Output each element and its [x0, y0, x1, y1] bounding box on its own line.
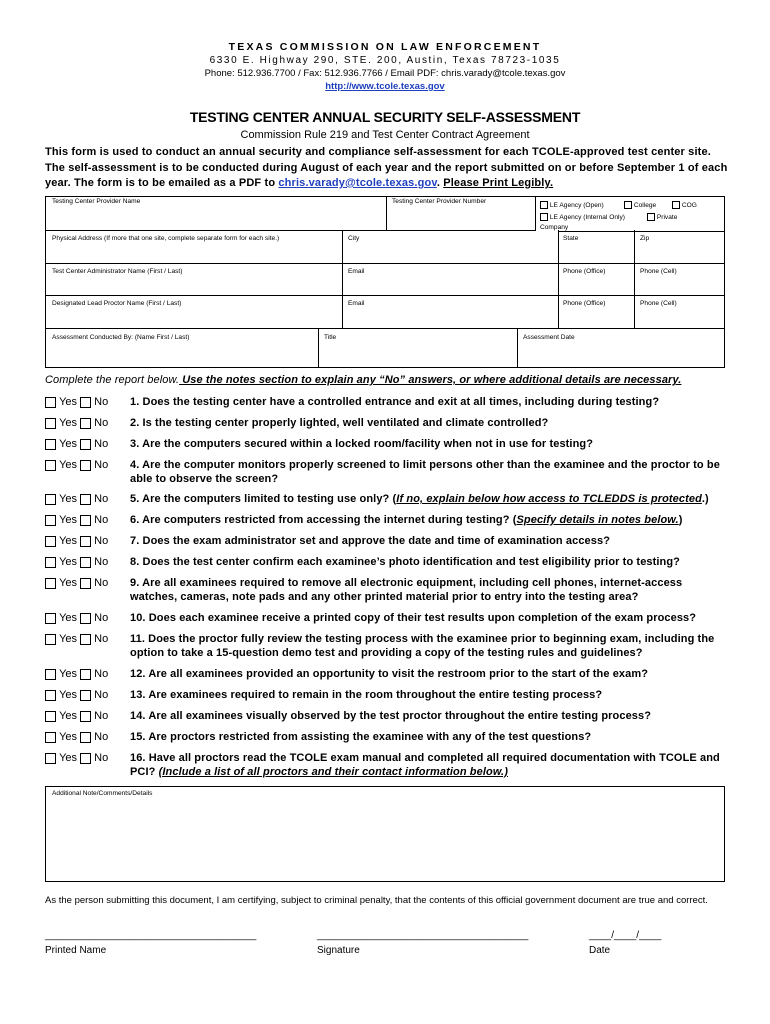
- question-text: [130, 493, 725, 507]
- yes-label: Yes: [59, 438, 78, 451]
- no-checkbox[interactable]: [80, 418, 91, 429]
- yes-label: Yes: [59, 731, 78, 744]
- yes-checkbox[interactable]: [45, 613, 56, 624]
- yes-label: Yes: [59, 689, 78, 702]
- no-checkbox[interactable]: [80, 557, 91, 568]
- question-body: Are computers restricted from accessing the internet during testing? (: [142, 514, 517, 526]
- question-text: [130, 556, 725, 570]
- date-line[interactable]: ____/____/____: [589, 930, 662, 941]
- yes-label: Yes: [59, 493, 78, 506]
- question-body: Are the computers secured within a locked room/facility when not in use for testing?: [142, 438, 594, 450]
- yes-checkbox[interactable]: [45, 439, 56, 450]
- yes-checkbox[interactable]: [45, 460, 56, 471]
- question-number: 9.: [130, 577, 140, 589]
- yes-checkbox[interactable]: [45, 669, 56, 680]
- conducted-by-field[interactable]: Assessment Conducted By: (Name First / Last): [52, 334, 190, 341]
- question-body: Are examinees required to remain in the room throughout the entire testing process?: [148, 689, 603, 701]
- question-body: Does the test center confirm each examinee’s photo identification and test eligibility prior to testing?: [142, 556, 681, 568]
- yes-checkbox[interactable]: [45, 753, 56, 764]
- private-label: Private: [656, 213, 678, 221]
- no-checkbox[interactable]: [80, 634, 91, 645]
- cog-label: COG: [681, 201, 697, 209]
- instructions-prefix: Complete the report below.: [45, 374, 180, 386]
- question-body: Does the testing center have a controlled entrance and exit at all times, including during testing?: [142, 396, 660, 408]
- no-checkbox[interactable]: [80, 753, 91, 764]
- submit-email-link[interactable]: chris.varady@tcole.texas.gov: [278, 177, 437, 189]
- no-checkbox[interactable]: [80, 515, 91, 526]
- question-body: Are the computers limited to testing use only? (: [142, 493, 397, 505]
- yes-checkbox[interactable]: [45, 418, 56, 429]
- zip-field[interactable]: Zip: [640, 235, 650, 242]
- yes-checkbox[interactable]: [45, 634, 56, 645]
- yes-label: Yes: [59, 396, 78, 409]
- no-label: No: [94, 689, 109, 702]
- question-number: 3.: [130, 438, 140, 450]
- question-number: 8.: [130, 556, 140, 568]
- instructions: [45, 374, 681, 386]
- printed-name-line[interactable]: ______________________________________: [45, 930, 257, 941]
- intro-text: This form is used to conduct an annual security and compliance self-assessment for each TCOLE-approved test center site. The self-assessment is to be conducted during August of each year and the report submitted on or before September 1 of each year. The form is to be emailed as a PDF to: [45, 146, 728, 189]
- yes-label: Yes: [59, 514, 78, 527]
- question-number: 4.: [130, 459, 140, 471]
- admin-phone-cell-field[interactable]: Phone (Cell): [640, 268, 677, 275]
- question-text: [130, 417, 725, 431]
- yes-label: Yes: [59, 417, 78, 430]
- date-label: Date: [589, 945, 611, 956]
- no-label: No: [94, 514, 109, 527]
- question-number: 7.: [130, 535, 140, 547]
- no-checkbox[interactable]: [80, 690, 91, 701]
- question-number: 11.: [130, 633, 145, 645]
- yes-checkbox[interactable]: [45, 711, 56, 722]
- yes-checkbox[interactable]: [45, 578, 56, 589]
- yes-no-group: [45, 438, 108, 450]
- question-text: [130, 710, 725, 724]
- no-label: No: [94, 633, 109, 646]
- yes-checkbox[interactable]: [45, 515, 56, 526]
- no-checkbox[interactable]: [80, 536, 91, 547]
- no-label: No: [94, 493, 109, 506]
- question-text: [130, 612, 725, 626]
- question-text: [130, 633, 725, 660]
- le-internal-checkbox[interactable]: [540, 213, 548, 221]
- no-label: No: [94, 556, 109, 569]
- yes-checkbox[interactable]: [45, 690, 56, 701]
- yes-label: Yes: [59, 633, 78, 646]
- question-body: Is the testing center properly lighted, well ventilated and climate controlled?: [142, 417, 549, 429]
- question-text: [130, 459, 725, 486]
- company-label: Company: [540, 224, 569, 231]
- agency-name: TEXAS COMMISSION ON LAW ENFORCEMENT: [228, 41, 542, 53]
- question-number: 6.: [130, 514, 140, 526]
- le-internal-label: LE Agency (Internal Only): [549, 213, 625, 221]
- assessment-date-field[interactable]: Assessment Date: [523, 334, 575, 341]
- no-checkbox[interactable]: [80, 711, 91, 722]
- yes-no-group: [45, 493, 108, 505]
- question-number: 10.: [130, 612, 146, 624]
- yes-no-group: [45, 577, 108, 589]
- question-number: 12.: [130, 668, 146, 680]
- question-number: 5.: [130, 493, 140, 505]
- college-checkbox[interactable]: [624, 201, 632, 209]
- signature-label: Signature: [317, 945, 360, 956]
- yes-label: Yes: [59, 668, 78, 681]
- yes-no-group: [45, 633, 108, 645]
- question-number: 1.: [130, 396, 140, 408]
- certification-statement: As the person submitting this document, I am certifying, subject to criminal penalty, that the contents of this official government document are true and correct.: [45, 895, 708, 906]
- page-subtitle: Commission Rule 219 and Test Center Contract Agreement: [240, 129, 530, 141]
- question-body: Are all examinees provided an opportunity to visit the restroom prior to the start of the exam?: [148, 668, 649, 680]
- question-body: Are all examinees visually observed by the test proctor throughout the entire testing process?: [148, 710, 652, 722]
- no-label: No: [94, 710, 109, 723]
- yes-label: Yes: [59, 612, 78, 625]
- yes-no-group: [45, 731, 108, 743]
- question-body: Does each examinee receive a printed copy of their test results upon completion of the exam process?: [148, 612, 697, 624]
- no-label: No: [94, 396, 109, 409]
- yes-no-group: [45, 689, 108, 701]
- yes-label: Yes: [59, 710, 78, 723]
- no-label: No: [94, 417, 109, 430]
- question-note: Specify details in notes below.: [516, 514, 679, 526]
- city-field[interactable]: City: [348, 235, 360, 242]
- signature-line[interactable]: ______________________________________: [317, 930, 529, 941]
- yes-no-group: [45, 752, 108, 764]
- question-text: [130, 731, 725, 745]
- yes-checkbox[interactable]: [45, 494, 56, 505]
- question-after: ): [678, 514, 683, 526]
- intro-period: .: [436, 177, 444, 189]
- yes-label: Yes: [59, 535, 78, 548]
- notes-box[interactable]: [45, 786, 725, 882]
- no-label: No: [94, 752, 109, 765]
- yes-no-group: [45, 514, 108, 526]
- yes-checkbox[interactable]: [45, 536, 56, 547]
- question-body: Does the exam administrator set and approve the date and time of examination access?: [142, 535, 611, 547]
- yes-no-group: [45, 556, 108, 568]
- le-open-label: LE Agency (Open): [549, 201, 604, 209]
- yes-no-group: [45, 396, 108, 408]
- state-field[interactable]: State: [563, 235, 579, 242]
- question-text: [130, 514, 725, 528]
- no-checkbox[interactable]: [80, 494, 91, 505]
- yes-checkbox[interactable]: [45, 557, 56, 568]
- yes-checkbox[interactable]: [45, 397, 56, 408]
- intro-paragraph: [45, 145, 730, 192]
- question-text: [130, 689, 725, 703]
- proctor-name-field[interactable]: Designated Lead Proctor Name (First / Last): [52, 300, 182, 307]
- no-checkbox[interactable]: [80, 460, 91, 471]
- no-checkbox[interactable]: [80, 669, 91, 680]
- no-checkbox[interactable]: [80, 578, 91, 589]
- provider-name-field[interactable]: Testing Center Provider Name: [52, 198, 141, 205]
- question-body: Are the computer monitors properly screened to limit persons other than the examinee and the proctor to be able to observe the screen?: [130, 459, 720, 485]
- question-text: [130, 396, 725, 410]
- printed-name-label: Printed Name: [45, 945, 107, 956]
- no-checkbox[interactable]: [80, 439, 91, 450]
- yes-label: Yes: [59, 752, 78, 765]
- question-number: 16.: [130, 752, 146, 764]
- question-number: 13.: [130, 689, 146, 701]
- yes-label: Yes: [59, 556, 78, 569]
- no-checkbox[interactable]: [80, 397, 91, 408]
- yes-label: Yes: [59, 459, 78, 472]
- question-body: Have all proctors read the TCOLE exam manual and completed all required documentation with TCOLE and PCI?: [130, 752, 720, 778]
- question-body: Are all examinees required to remove all electronic equipment, including cell phones, internet-access watches, cameras, note pads and any other printed material prior to entry into the testing area?: [130, 577, 683, 603]
- question-number: 14.: [130, 710, 146, 722]
- yes-no-group: [45, 668, 108, 680]
- yes-no-group: [45, 459, 108, 471]
- print-note: Please Print Legibly.: [443, 177, 554, 189]
- question-text: [130, 438, 725, 452]
- question-text: [130, 668, 725, 682]
- no-label: No: [94, 438, 109, 451]
- no-checkbox[interactable]: [80, 613, 91, 624]
- title-field[interactable]: Title: [324, 334, 337, 341]
- provider-number-field[interactable]: Testing Center Provider Number: [392, 198, 487, 205]
- question-number: 2.: [130, 417, 140, 429]
- question-text: [130, 535, 725, 549]
- no-label: No: [94, 459, 109, 472]
- proctor-phone-cell-field[interactable]: Phone (Cell): [640, 300, 677, 307]
- question-body: Does the proctor fully review the testing process with the examinee prior to beginning exam, including the option to take a 15-question demo test and providing a copy of the testing rules and guidelines?: [130, 633, 715, 659]
- instructions-emphasis: Use the notes section to explain any “No” answers, or where additional details are necessary.: [179, 374, 682, 386]
- page-title: TESTING CENTER ANNUAL SECURITY SELF-ASSESSMENT: [189, 109, 581, 125]
- yes-no-group: [45, 612, 108, 624]
- private-checkbox[interactable]: [647, 213, 655, 221]
- notes-label: Additional Note/Comments/Details: [52, 790, 153, 797]
- college-label: College: [633, 201, 657, 209]
- yes-label: Yes: [59, 577, 78, 590]
- physical-address-field[interactable]: Physical Address (If more that one site, complete separate form for each site.): [52, 235, 280, 242]
- admin-name-field[interactable]: Test Center Administrator Name (First / Last): [52, 268, 183, 275]
- le-open-checkbox[interactable]: [540, 201, 548, 209]
- proctor-email-field[interactable]: Email: [348, 300, 365, 307]
- question-after: .): [701, 493, 709, 505]
- question-note: (Include a list of all proctors and their contact information below.): [158, 765, 508, 778]
- cog-checkbox[interactable]: [672, 201, 680, 209]
- question-note: If no, explain below how access to TCLEDDS is protected: [396, 493, 702, 505]
- no-label: No: [94, 577, 109, 590]
- no-label: No: [94, 731, 109, 744]
- no-label: No: [94, 668, 109, 681]
- agency-address: 6330 E. Highway 290, STE. 200, Austin, Texas 78723-1035: [209, 55, 561, 66]
- admin-email-field[interactable]: Email: [348, 268, 365, 275]
- yes-no-group: [45, 535, 108, 547]
- no-label: No: [94, 612, 109, 625]
- question-text: [130, 577, 725, 604]
- yes-checkbox[interactable]: [45, 732, 56, 743]
- no-checkbox[interactable]: [80, 732, 91, 743]
- agency-contact: Phone: 512.936.7700 / Fax: 512.936.7766 / Email PDF: chris.varady@tcole.texas.gov: [204, 68, 566, 79]
- admin-phone-office-field[interactable]: Phone (Office): [563, 268, 606, 275]
- no-label: No: [94, 535, 109, 548]
- yes-no-group: [45, 417, 108, 429]
- agency-website-link[interactable]: http://www.tcole.texas.gov: [325, 81, 445, 92]
- question-number: 15.: [130, 731, 146, 743]
- proctor-phone-office-field[interactable]: Phone (Office): [563, 300, 606, 307]
- yes-no-group: [45, 710, 108, 722]
- question-text: [130, 752, 725, 779]
- question-body: Are proctors restricted from assisting the examinee with any of the test questions?: [148, 731, 592, 743]
